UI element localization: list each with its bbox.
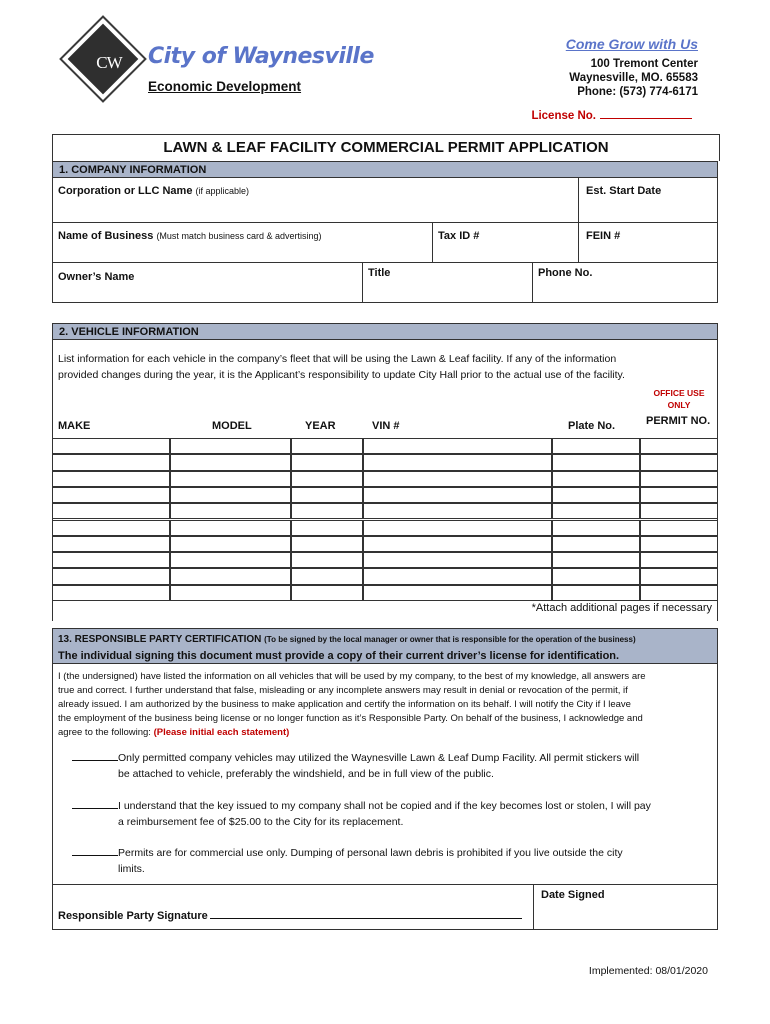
corp-name-field[interactable] xyxy=(58,185,249,197)
vehicle-cell[interactable] xyxy=(363,585,552,601)
initial-field-3[interactable] xyxy=(72,844,118,856)
office-use-label: OFFICE USE ONLY xyxy=(653,388,705,410)
vehicle-cell[interactable] xyxy=(363,487,552,503)
col-make: MAKE xyxy=(58,420,91,432)
vehicle-cell[interactable] xyxy=(640,568,718,584)
fein-field[interactable]: FEIN # xyxy=(586,230,621,242)
company-section-heading: 1. COMPANY INFORMATION xyxy=(52,161,718,178)
vehicle-cell[interactable] xyxy=(640,454,718,470)
vehicle-cell[interactable] xyxy=(552,585,640,601)
vehicle-cell[interactable] xyxy=(170,454,291,470)
vehicle-cell[interactable] xyxy=(552,568,640,584)
initial-note: (Please initial each statement) xyxy=(153,727,290,738)
statement-3: Permits are for commercial use only. Dumping of personal lawn debris is prohibited if you live outside the city limits. xyxy=(72,844,623,877)
vehicle-cell[interactable] xyxy=(52,568,170,584)
vehicle-cell[interactable] xyxy=(363,438,552,454)
date-signed-field[interactable]: Date Signed xyxy=(541,889,605,901)
address-line1: 100 Tremont Center xyxy=(590,58,698,70)
business-name-field[interactable] xyxy=(58,230,322,242)
vehicle-cell[interactable] xyxy=(363,536,552,552)
business-name-label: Name of Business xyxy=(58,230,154,242)
vehicle-cell[interactable] xyxy=(291,438,363,454)
vehicle-cell[interactable] xyxy=(291,568,363,584)
slogan: Come Grow with Us xyxy=(565,36,698,52)
vehicle-cell[interactable] xyxy=(363,568,552,584)
tax-id-field[interactable]: Tax ID # xyxy=(438,230,480,242)
vehicle-cell[interactable] xyxy=(170,487,291,503)
license-field[interactable] xyxy=(600,108,692,119)
vehicle-cell[interactable] xyxy=(52,503,170,519)
department-name: Economic Development xyxy=(148,79,302,94)
vehicle-cell[interactable] xyxy=(170,552,291,568)
vehicle-cell[interactable] xyxy=(291,454,363,470)
certification-heading: 13. RESPONSIBLE PARTY CERTIFICATION (To be signed by the local manager or owner that is responsible for the operation of the business) xyxy=(58,634,636,645)
implemented-date: Implemented: 08/01/2020 xyxy=(588,965,708,977)
vehicle-cell[interactable] xyxy=(52,471,170,487)
vehicle-cell[interactable] xyxy=(640,438,718,454)
signature-field[interactable] xyxy=(58,908,522,922)
vehicle-cell[interactable] xyxy=(363,503,552,519)
vehicle-cell[interactable] xyxy=(640,471,718,487)
vehicle-cell[interactable] xyxy=(170,503,291,519)
owner-title-field[interactable]: Title xyxy=(368,267,391,279)
vehicle-section-heading: 2. VEHICLE INFORMATION xyxy=(52,323,718,340)
vehicle-cell[interactable] xyxy=(363,520,552,536)
city-name: City of Waynesville xyxy=(148,44,374,69)
vehicle-cell[interactable] xyxy=(170,568,291,584)
statement-1: Only permitted company vehicles may utilized the Waynesville Lawn & Leaf Dump Facility. All permit stickers will be attached to vehicle, preferably the windshield, and be in full view of the public. xyxy=(72,749,639,782)
address-block xyxy=(569,57,698,99)
business-name-note: (Must match business card & advertising) xyxy=(156,231,322,241)
vehicle-cell[interactable] xyxy=(363,471,552,487)
phone: Phone: (573) 774-6171 xyxy=(577,86,698,98)
vehicle-cell[interactable] xyxy=(52,454,170,470)
vehicle-cell[interactable] xyxy=(52,536,170,552)
vehicle-instructions: List information for each vehicle in the company’s fleet that will be using the Lawn & Leaf facility. If any of the information provided changes during the year, it is the Applicant’s responsibility to update City Hall prior to the actual use of the facility. xyxy=(58,353,625,381)
col-permit: PERMIT NO. xyxy=(646,415,711,427)
vehicle-cell[interactable] xyxy=(170,585,291,601)
owner-name-field[interactable]: Owner’s Name xyxy=(58,271,135,283)
license-number xyxy=(531,108,692,122)
attach-note: *Attach additional pages if necessary xyxy=(531,602,712,614)
col-vin: VIN # xyxy=(372,420,400,432)
logo-monogram: CW xyxy=(96,53,122,72)
initial-field-2[interactable] xyxy=(72,797,118,809)
vehicle-cell[interactable] xyxy=(291,487,363,503)
vehicle-cell[interactable] xyxy=(552,487,640,503)
signature-line xyxy=(210,908,522,919)
vehicle-cell[interactable] xyxy=(640,536,718,552)
vehicle-cell[interactable] xyxy=(640,503,718,519)
vehicle-cell[interactable] xyxy=(363,454,552,470)
certification-subheading: The individual signing this document must provide a copy of their current driver’s license for identification. xyxy=(58,650,620,662)
form-title: LAWN & LEAF FACILITY COMMERCIAL PERMIT APPLICATION xyxy=(52,134,720,161)
certification-paragraph: I (the undersigned) have listed the information on all vehicles that will be used by my company, to the best of my knowledge, all answers are true and correct. I further understand that false, misleading or any incomplete answers may result in denial or revocation of the permit, if already issued. I am authorized by the business to make application and certify the information on its behalf. I will notify the City if I leave the employment of the business being license or no longer function as it’s Responsible Party. On behalf of the business, I acknowledge and agree to the following: (Please initial each statement) xyxy=(58,671,646,738)
vehicle-cell[interactable] xyxy=(552,536,640,552)
vehicle-cell[interactable] xyxy=(640,487,718,503)
vehicle-cell[interactable] xyxy=(52,438,170,454)
vehicle-cell[interactable] xyxy=(552,454,640,470)
vehicle-cell[interactable] xyxy=(552,520,640,536)
vehicle-cell[interactable] xyxy=(52,487,170,503)
vehicle-cell[interactable] xyxy=(552,552,640,568)
corp-name-label: Corporation or LLC Name xyxy=(58,185,193,197)
vehicle-cell[interactable] xyxy=(640,520,718,536)
vehicle-cell[interactable] xyxy=(552,503,640,519)
vehicle-cell[interactable] xyxy=(552,471,640,487)
vehicle-cell[interactable] xyxy=(291,471,363,487)
signature-label: Responsible Party Signature xyxy=(58,910,208,922)
vehicle-cell[interactable] xyxy=(640,552,718,568)
statement-2: I understand that the key issued to my company shall not be copied and if the key becomes lost or stolen, I will pay a reimbursement fee of $25.00 to the City for its replacement. xyxy=(72,797,651,830)
vehicle-cell[interactable] xyxy=(170,438,291,454)
initial-field-1[interactable] xyxy=(72,749,118,761)
col-year: YEAR xyxy=(305,420,336,432)
vehicle-cell[interactable] xyxy=(552,438,640,454)
address-line2: Waynesville, MO. 65583 xyxy=(569,72,698,84)
vehicle-cell[interactable] xyxy=(170,520,291,536)
vehicle-cell[interactable] xyxy=(291,520,363,536)
license-label: License No. xyxy=(531,110,596,122)
vehicle-cell[interactable] xyxy=(52,552,170,568)
vehicle-cell[interactable] xyxy=(291,552,363,568)
col-plate: Plate No. xyxy=(568,420,616,432)
vehicle-cell[interactable] xyxy=(170,471,291,487)
vehicle-cell[interactable] xyxy=(52,585,170,601)
corp-name-note: (if applicable) xyxy=(195,186,250,196)
vehicle-cell[interactable] xyxy=(363,552,552,568)
vehicle-cell[interactable] xyxy=(291,536,363,552)
vehicle-cell[interactable] xyxy=(291,503,363,519)
vehicle-cell[interactable] xyxy=(640,585,718,601)
vehicle-cell[interactable] xyxy=(170,536,291,552)
col-model: MODEL xyxy=(212,420,252,432)
vehicle-cell[interactable] xyxy=(52,520,170,536)
start-date-field[interactable]: Est. Start Date xyxy=(586,185,662,197)
vehicle-cell[interactable] xyxy=(291,585,363,601)
owner-phone-field[interactable]: Phone No. xyxy=(538,267,593,279)
